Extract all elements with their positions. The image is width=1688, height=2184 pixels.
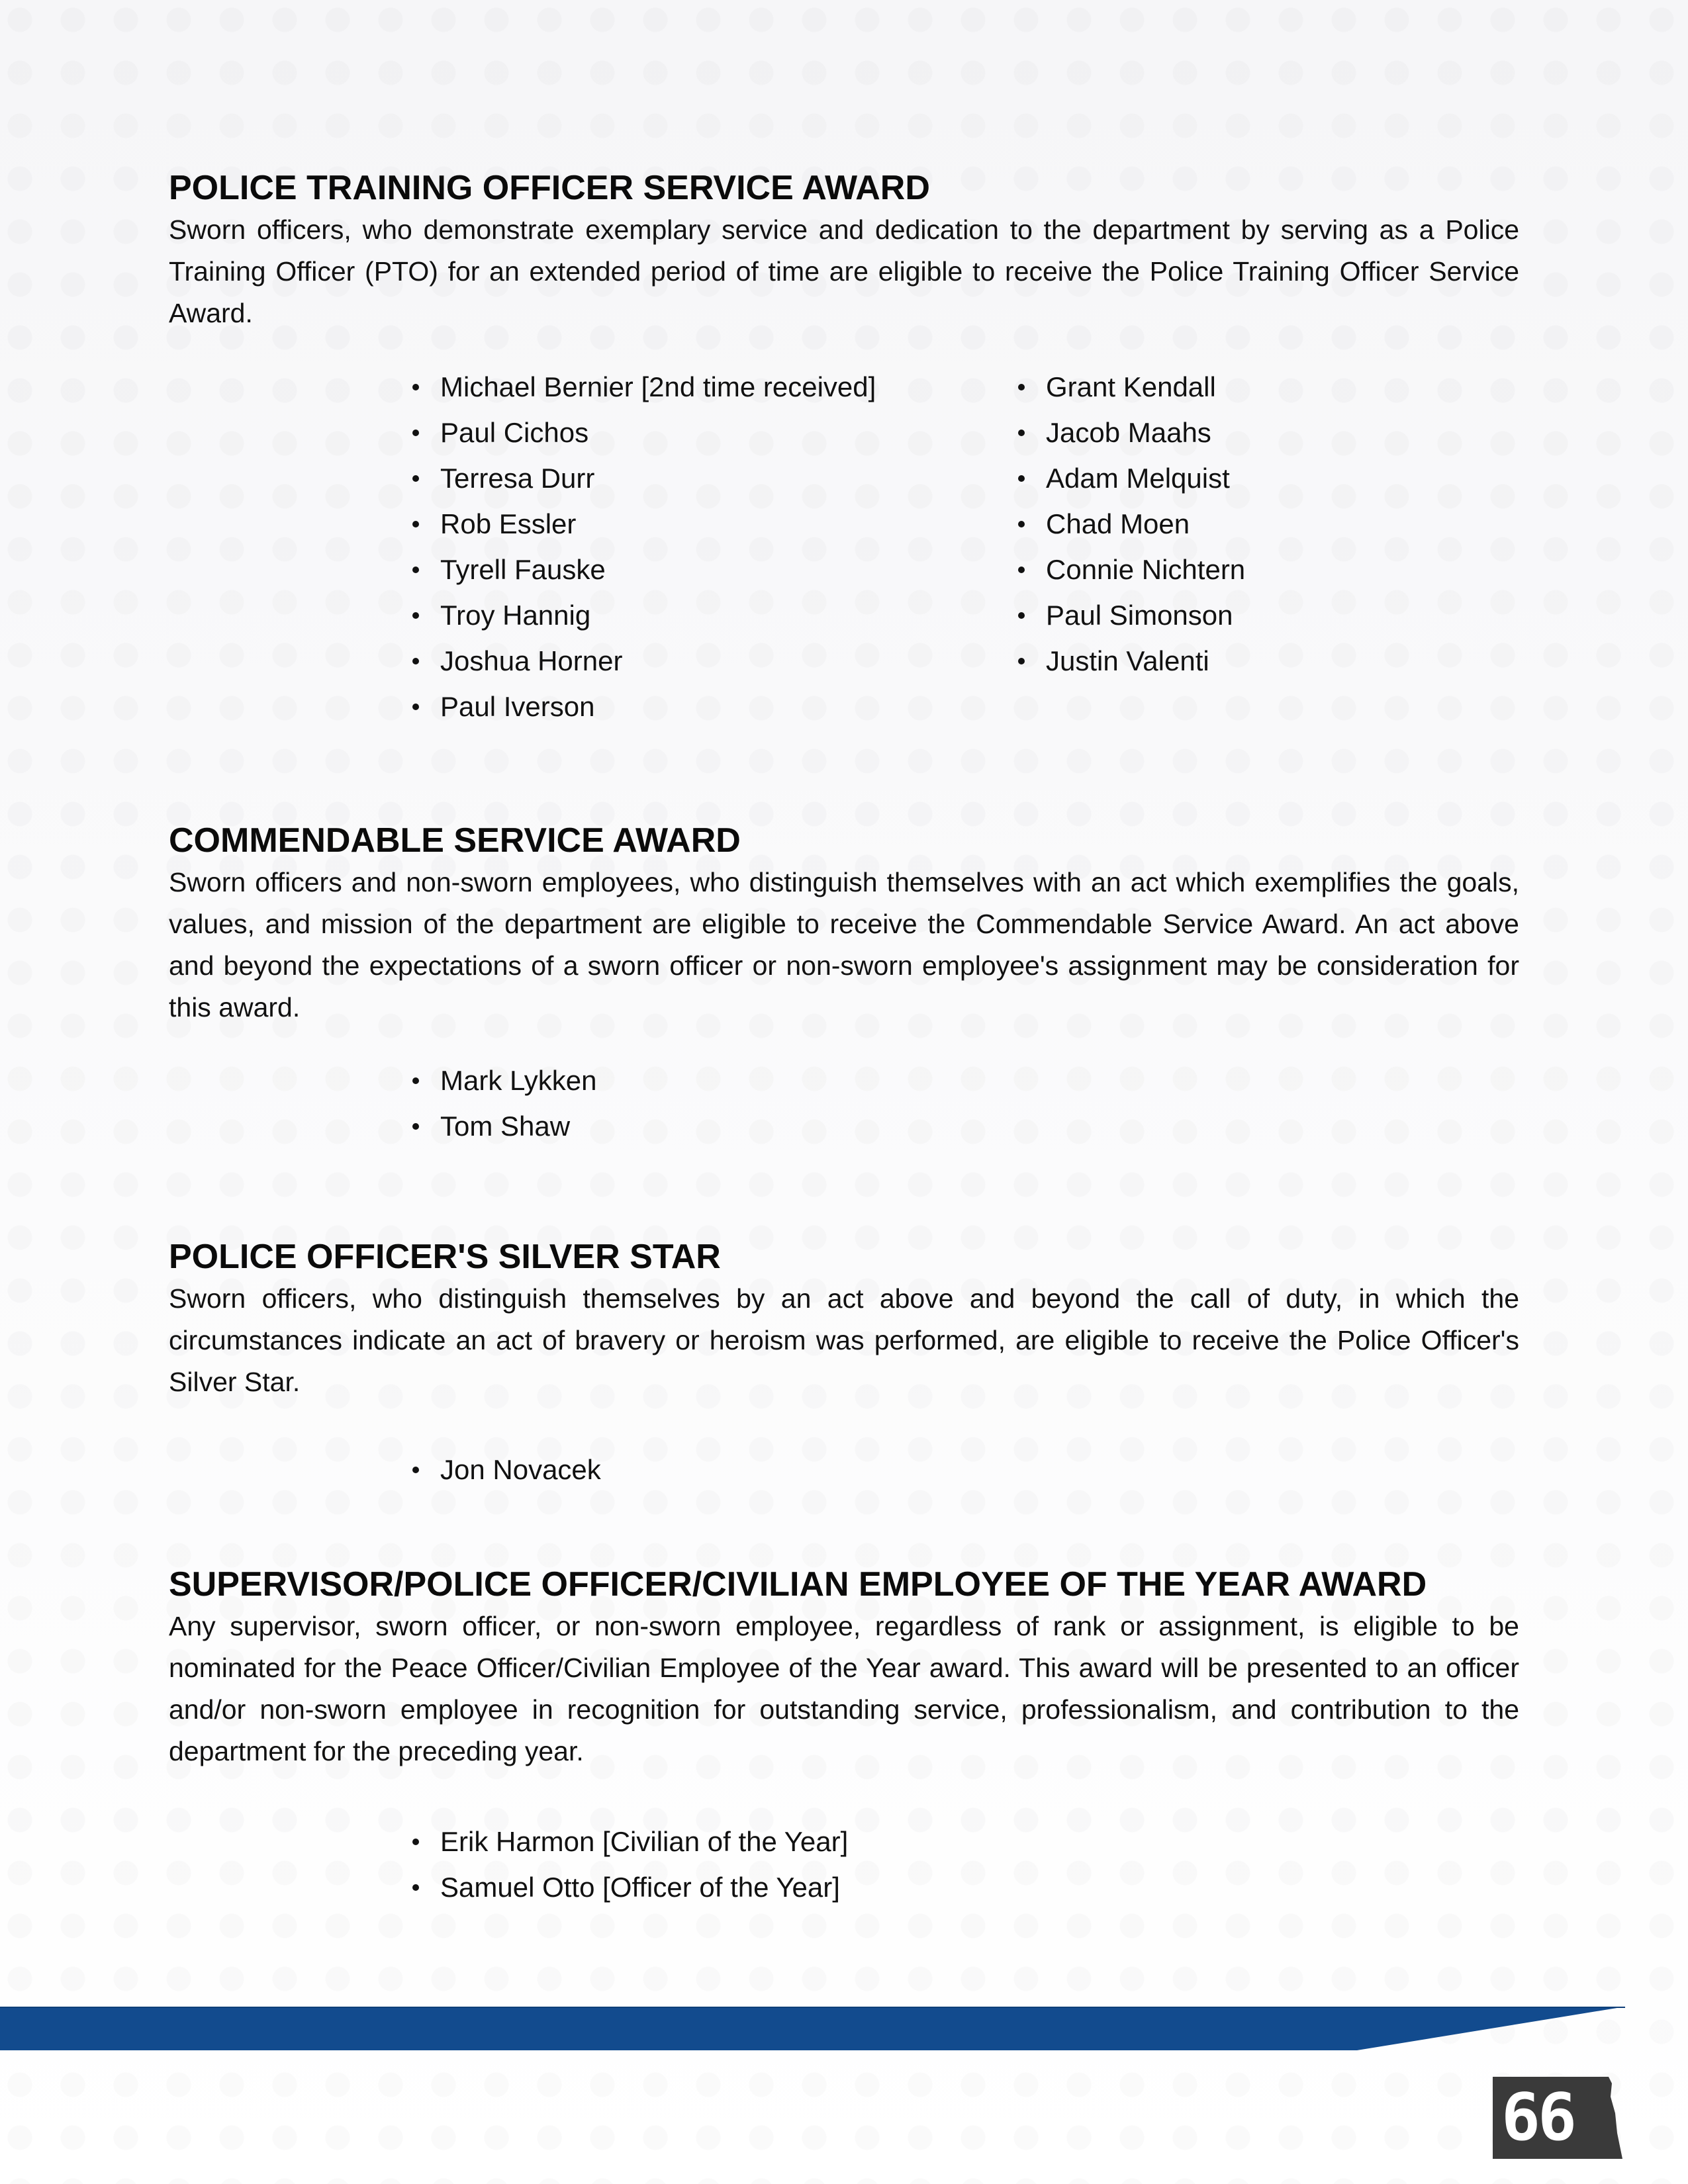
section-commendable-service-award bbox=[169, 819, 1519, 1028]
list-item: Michael Bernier [2nd time received] bbox=[407, 364, 876, 410]
list-item: Connie Nichtern bbox=[1013, 547, 1245, 592]
recipient-list bbox=[407, 1058, 597, 1149]
recipient-list bbox=[407, 1819, 848, 1910]
section-description: Any supervisor, sworn officer, or non-sworn employee, regardless of rank or assignment, is eligible to be nominated for the Peace Officer/Civilian Employee of the Year award. This award will be presented to an officer and/or non-sworn employee in recognition for outstanding service, professionalism, and contribution to the department for the preceding year. bbox=[169, 1611, 1519, 1766]
section-heading: COMMENDABLE SERVICE AWARD bbox=[169, 821, 741, 860]
list-item: Tom Shaw bbox=[407, 1103, 597, 1149]
section-description: Sworn officers, who distinguish themselves by an act above and beyond the call of duty, in which the circumstances indicate an act of bravery or heroism was performed, are eligible to receive the Police Officer's Silver Star. bbox=[169, 1283, 1519, 1397]
list-item: Tyrell Fauske bbox=[407, 547, 876, 592]
list-item: Paul Simonson bbox=[1013, 592, 1245, 638]
list-item: Troy Hannig bbox=[407, 592, 876, 638]
list-item: Terresa Durr bbox=[407, 455, 876, 501]
list-item: Erik Harmon [Civilian of the Year] bbox=[407, 1819, 848, 1864]
list-item: Paul Iverson bbox=[407, 684, 876, 729]
list-item: Rob Essler bbox=[407, 501, 876, 547]
section-description: Sworn officers and non-sworn employees, who distinguish themselves with an act which exemplifies the goals, values, and mission of the department are eligible to receive the Commendable Service Award. An act above and beyond the expectations of a sworn officer or non-sworn employee's assignment may be consideration for this award. bbox=[169, 867, 1519, 1023]
list-item: Jacob Maahs bbox=[1013, 410, 1245, 455]
list-item: Adam Melquist bbox=[1013, 455, 1245, 501]
section-heading: POLICE OFFICER'S SILVER STAR bbox=[169, 1238, 721, 1276]
recipient-list-column-1 bbox=[407, 364, 876, 729]
section-heading: POLICE TRAINING OFFICER SERVICE AWARD bbox=[169, 169, 930, 207]
section-description: Sworn officers, who demonstrate exemplary service and dedication to the department by serving as a Police Training Officer (PTO) for an extended period of time are eligible to receive the Police Training Officer Service Award. bbox=[169, 214, 1519, 328]
recipient-list bbox=[407, 1447, 601, 1492]
list-item: Mark Lykken bbox=[407, 1058, 597, 1103]
list-item: Joshua Horner bbox=[407, 638, 876, 684]
list-item: Grant Kendall bbox=[1013, 364, 1245, 410]
section-pto-service-award bbox=[169, 167, 1519, 334]
section-employee-of-the-year bbox=[169, 1563, 1519, 1772]
recipient-list-column-2 bbox=[1013, 364, 1245, 684]
list-item: Jon Novacek bbox=[407, 1447, 601, 1492]
list-item: Justin Valenti bbox=[1013, 638, 1245, 684]
list-item: Paul Cichos bbox=[407, 410, 876, 455]
list-item: Chad Moen bbox=[1013, 501, 1245, 547]
section-silver-star bbox=[169, 1236, 1519, 1403]
page-number: 66 bbox=[1501, 2080, 1574, 2156]
list-item: Samuel Otto [Officer of the Year] bbox=[407, 1864, 848, 1910]
footer-band-shape bbox=[0, 2007, 1625, 2050]
footer-band bbox=[0, 1999, 1688, 2052]
footer-band-edge bbox=[0, 2007, 1625, 2008]
section-heading: SUPERVISOR/POLICE OFFICER/CIVILIAN EMPLOYEE OF THE YEAR AWARD bbox=[169, 1565, 1427, 1604]
